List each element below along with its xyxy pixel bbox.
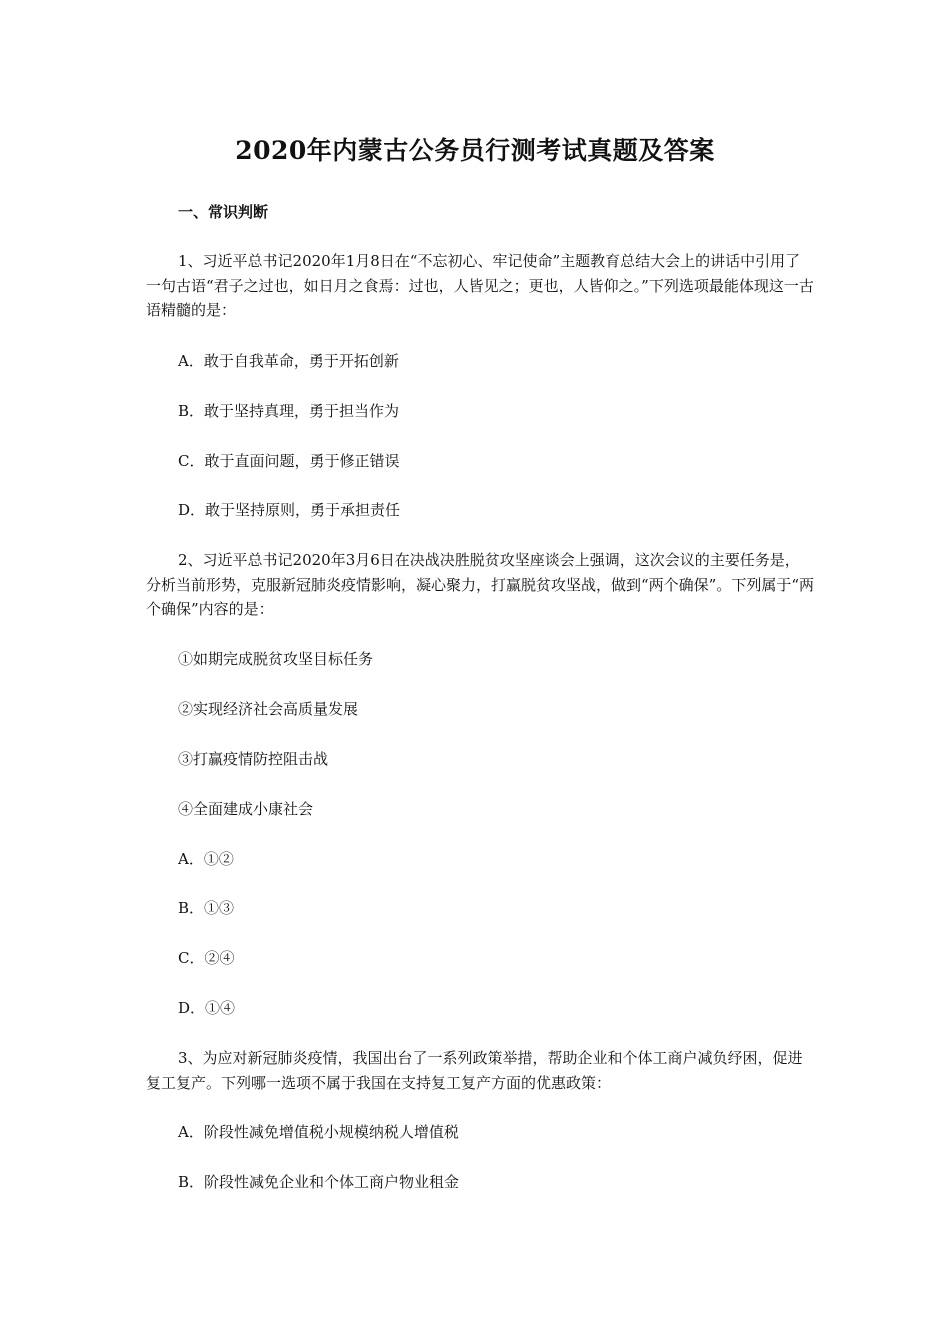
section-heading: 一、常识判断 xyxy=(178,203,269,221)
question-2-option-c: C．②④ xyxy=(178,949,235,967)
question-2-stem: 2、习近平总书记2020年3月6日在决战决胜脱贫攻坚座谈会上强调，这次会议的主要任务是，分析当前形势，克服新冠肺炎疫情影响，凝心聚力，打赢脱贫攻坚战，做到“两个确保”。下列属于“两个确保”内容的是： xyxy=(146,551,815,618)
question-1-option-d: D．敢于坚持原则，勇于承担责任 xyxy=(178,501,401,519)
question-3-stem: 3、为应对新冠肺炎疫情，我国出台了一系列政策举措，帮助企业和个体工商户减负纾困，促进复工复产。下列哪一选项不属于我国在支持复工复产方面的优惠政策： xyxy=(146,1049,803,1092)
question-2-statement-4: ④全面建成小康社会 xyxy=(178,800,314,818)
question-2-option-a: A．①② xyxy=(178,850,234,868)
question-1-option-a: A．敢于自我革命，勇于开拓创新 xyxy=(178,352,399,370)
question-2-option-b: B．①③ xyxy=(178,899,235,917)
question-2-statement-3: ③打赢疫情防控阻击战 xyxy=(178,750,329,768)
question-2-statement-1: ①如期完成脱贫攻坚目标任务 xyxy=(178,650,374,668)
document-title: 2020年内蒙古公务员行测考试真题及答案 xyxy=(235,136,715,165)
question-2-option-d: D．①④ xyxy=(178,999,236,1017)
question-1-option-c: C．敢于直面问题，勇于修正错误 xyxy=(178,452,400,470)
question-1-option-b: B．敢于坚持真理，勇于担当作为 xyxy=(178,402,400,420)
question-3-option-b: B．阶段性减免企业和个体工商户物业租金 xyxy=(178,1173,460,1191)
question-2-statement-2: ②实现经济社会高质量发展 xyxy=(178,700,359,718)
question-3-option-a: A．阶段性减免增值税小规模纳税人增值税 xyxy=(178,1123,459,1141)
question-1-stem: 1、习近平总书记2020年1月8日在“不忘初心、牢记使命”主题教育总结大会上的讲话中引用了一句古语“君子之过也，如日月之食焉：过也，人皆见之；更也，人皆仰之。”下列选项最能体现这一古语精髓的是： xyxy=(146,252,814,319)
